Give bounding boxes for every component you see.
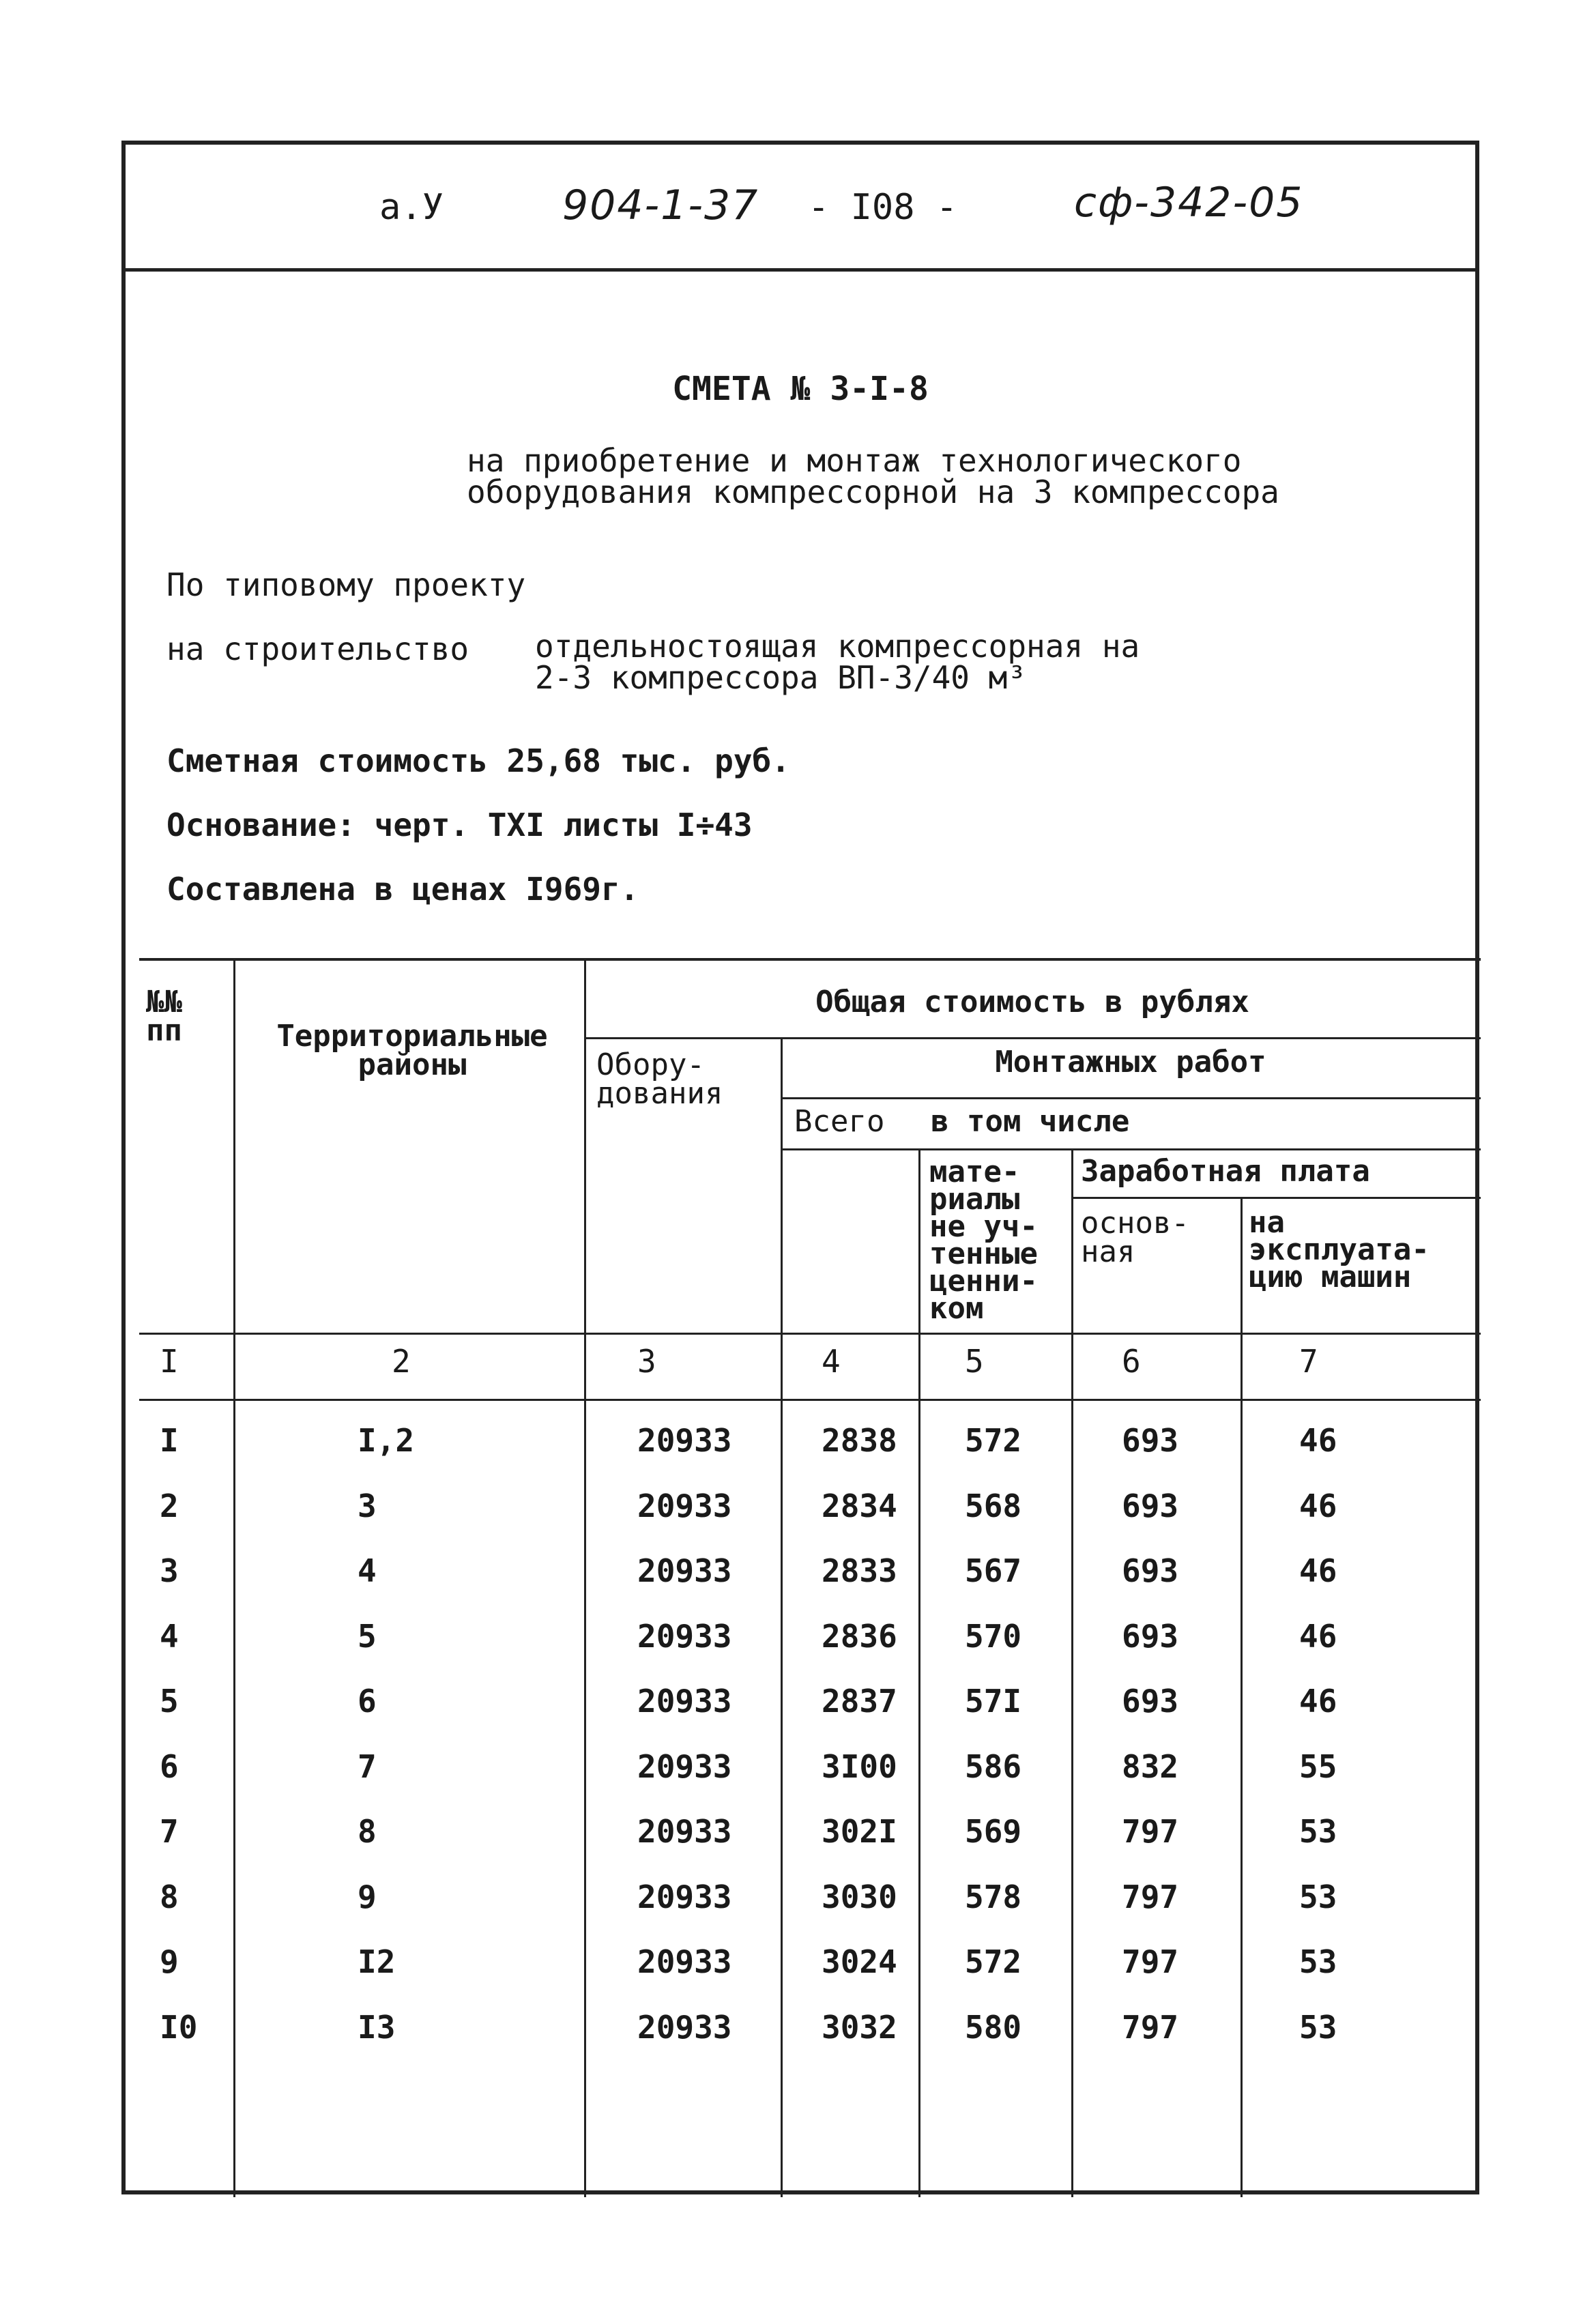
table-cell: 797: [1122, 2008, 1179, 2046]
header-total: Всего: [794, 1104, 885, 1139]
header-left-code: а.У: [379, 187, 444, 228]
header-region: Территориальные районы: [276, 1019, 548, 1082]
table-cell: 20933: [637, 1683, 732, 1720]
table-cell: I: [160, 1422, 179, 1459]
header-installation: Монтажных работ: [995, 1045, 1266, 1079]
table-cell: I0: [160, 2008, 198, 2046]
header-page-number: - I08 -: [808, 187, 958, 228]
table-cell: 53: [1299, 1813, 1337, 1850]
document-title: СМЕТА № 3-I-8: [672, 370, 929, 408]
table-cell: 567: [965, 1552, 1022, 1589]
table-cell: 569: [965, 1813, 1022, 1850]
header-sheet-code: сф-342-05: [1074, 179, 1304, 227]
document-page: [121, 141, 1479, 2194]
table-cell: 3024: [822, 1943, 897, 1980]
table-cell: I,2: [358, 1422, 415, 1459]
table-cell: 693: [1122, 1552, 1179, 1589]
construction-label: на строительство: [166, 630, 469, 667]
table-cell: 302I: [822, 1813, 897, 1850]
header-num: №№ пп: [146, 985, 182, 1048]
column-number: 5: [965, 1343, 984, 1380]
table-cell: 2838: [822, 1422, 897, 1459]
table-cell: 3030: [822, 1878, 897, 1915]
construction-object: [535, 628, 1140, 696]
header-equipment: Обору- дования: [596, 1047, 723, 1111]
header-machines: на эксплуата- цию машин: [1249, 1205, 1430, 1294]
table-cell: 2: [160, 1487, 179, 1524]
table-cell: 2833: [822, 1552, 897, 1589]
page-header: [126, 145, 1475, 272]
header-including: в том числе: [931, 1104, 1130, 1139]
table-cell: 46: [1299, 1487, 1337, 1524]
table-cell: 46: [1299, 1552, 1337, 1589]
table-cell: 580: [965, 2008, 1022, 2046]
table-cell: 568: [965, 1487, 1022, 1524]
table-cell: 578: [965, 1878, 1022, 1915]
column-number: I: [160, 1343, 179, 1380]
table-cell: 693: [1122, 1487, 1179, 1524]
header-project-code: 904-1-37: [562, 182, 759, 229]
table-cell: 693: [1122, 1617, 1179, 1655]
table-cell: I2: [358, 1943, 396, 1980]
table-cell: 797: [1122, 1943, 1179, 1980]
table-cell: 20933: [637, 2008, 732, 2046]
table-cell: 8: [160, 1878, 179, 1915]
table-cell: 693: [1122, 1683, 1179, 1720]
table-cell: 46: [1299, 1683, 1337, 1720]
table-cell: 20933: [637, 1813, 732, 1850]
header-basic: основ- ная: [1081, 1206, 1189, 1269]
table-cell: 8: [358, 1813, 377, 1850]
table-cell: 6: [160, 1748, 179, 1785]
cost-table: [139, 958, 1481, 2194]
table-cell: 5: [160, 1683, 179, 1720]
table-cell: 7: [358, 1748, 377, 1785]
table-cell: 4: [358, 1552, 377, 1589]
table-cell: 572: [965, 1943, 1022, 1980]
table-cell: 6: [358, 1683, 377, 1720]
table-cell: 20933: [637, 1487, 732, 1524]
header-materials: мате- риалы не уч- тенные ценни- ком: [929, 1155, 1038, 1326]
table-cell: 20933: [637, 1617, 732, 1655]
table-cell: 9: [358, 1878, 377, 1915]
document-subtitle: [467, 442, 1279, 510]
table-cell: 693: [1122, 1422, 1179, 1459]
table-cell: 586: [965, 1748, 1022, 1785]
table-cell: 46: [1299, 1617, 1337, 1655]
table-cell: 20933: [637, 1943, 732, 1980]
table-cell: 797: [1122, 1813, 1179, 1850]
table-cell: 20933: [637, 1878, 732, 1915]
table-cell: 9: [160, 1943, 179, 1980]
table-cell: 7: [160, 1813, 179, 1850]
table-cell: 570: [965, 1617, 1022, 1655]
table-cell: 4: [160, 1617, 179, 1655]
table-cell: 53: [1299, 1943, 1337, 1980]
table-cell: 20933: [637, 1422, 732, 1459]
table-cell: 57I: [965, 1683, 1022, 1720]
table-cell: 2834: [822, 1487, 897, 1524]
table-cell: 3: [160, 1552, 179, 1589]
table-cell: 2837: [822, 1683, 897, 1720]
header-total-cost: Общая стоимость в рублях: [815, 985, 1249, 1019]
column-number: 6: [1122, 1343, 1141, 1380]
estimated-cost: Сметная стоимость 25,68 тыс. руб.: [166, 742, 790, 779]
table-cell: 3032: [822, 2008, 897, 2046]
table-cell: 832: [1122, 1748, 1179, 1785]
table-cell: I3: [358, 2008, 396, 2046]
table-cell: 797: [1122, 1878, 1179, 1915]
subtitle-line-1: на приобретение и монтаж технологического: [467, 442, 1242, 479]
table-cell: 3I00: [822, 1748, 897, 1785]
column-number: 4: [822, 1343, 841, 1380]
table-cell: 20933: [637, 1748, 732, 1785]
construction-line-2: 2-3 компрессора ВП-3/40 м³: [535, 659, 1027, 696]
table-cell: 2836: [822, 1617, 897, 1655]
table-cell: 55: [1299, 1748, 1337, 1785]
construction-line-1: отдельностоящая компрессорная на: [535, 628, 1140, 665]
typical-project-label: По типовому проекту: [166, 566, 526, 603]
table-cell: 3: [358, 1487, 377, 1524]
header-wages: Заработная плата: [1081, 1154, 1370, 1189]
table-cell: 46: [1299, 1422, 1337, 1459]
table-cell: 5: [358, 1617, 377, 1655]
column-number: 2: [392, 1343, 411, 1380]
column-number: 3: [637, 1343, 656, 1380]
table-cell: 53: [1299, 1878, 1337, 1915]
column-number: 7: [1299, 1343, 1318, 1380]
prices-line: Составлена в ценах I969г.: [166, 871, 639, 908]
subtitle-line-2: оборудования компрессорной на 3 компрессора: [467, 474, 1279, 510]
table-cell: 20933: [637, 1552, 732, 1589]
table-cell: 53: [1299, 2008, 1337, 2046]
table-cell: 572: [965, 1422, 1022, 1459]
basis-line: Основание: черт. ТХI листы I÷43: [166, 807, 753, 843]
